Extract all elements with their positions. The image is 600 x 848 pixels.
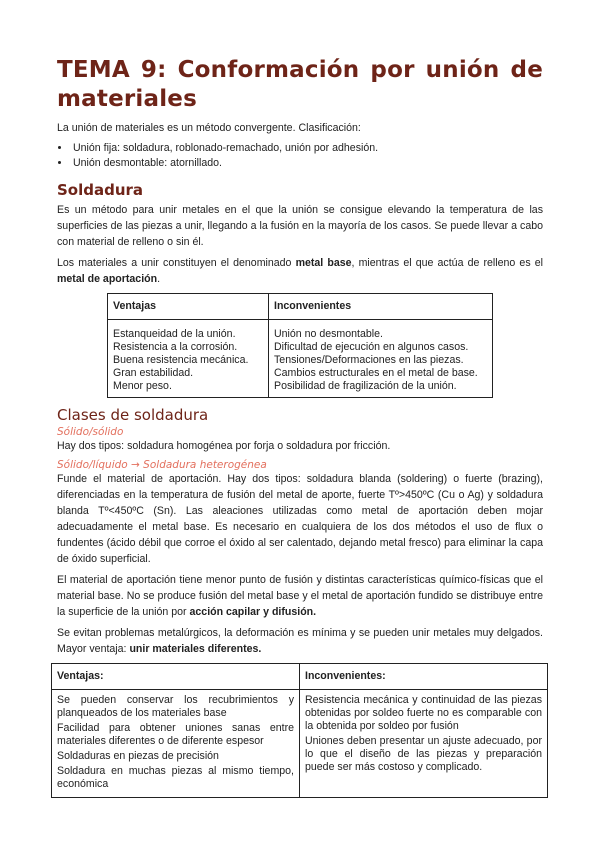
paragraph: Es un método para unir metales en el que la unión se consigue elevando la temperatura de las superficies de las piezas a unir, llegando a la fusión en la mayoría de los casos. Se puede llevar a cabo con material de relleno o sin él. bbox=[57, 204, 543, 248]
table-line: Dificultad de ejecución en algunos casos. bbox=[274, 341, 469, 353]
table-line: Estanqueidad de la unión. bbox=[113, 328, 236, 340]
list-item: • Unión desmontable: atornillado. bbox=[71, 156, 543, 171]
paragraph bbox=[57, 255, 543, 287]
text: El material de aportación tiene menor punto de fusión y distintas características químico-físicas que el material base. No se produce fusión del metal base y el metal de aportación fundido se distribuye entre la superficie de la unión por bbox=[57, 574, 543, 618]
table-cell-inconvenientes bbox=[269, 320, 493, 398]
table-line: Unión no desmontable. bbox=[274, 328, 383, 340]
table-header: Inconvenientes: bbox=[300, 664, 548, 690]
table-line: Uniones deben presentar un ajuste adecuado, por lo que el diseño de las piezas y preparación puede ser más costoso y complicado. bbox=[305, 735, 542, 773]
page-title: TEMA 9: Conformación por unión de materiales bbox=[57, 57, 543, 112]
classification-list bbox=[57, 141, 543, 171]
section-heading-soldadura: Soldadura bbox=[57, 181, 144, 199]
table-line: Resistencia a la corrosión. bbox=[113, 341, 238, 353]
intro-text: La unión de materiales es un método convergente. Clasificación: bbox=[57, 122, 361, 134]
paragraph bbox=[57, 572, 543, 620]
subheading-solido: Sólido/sólido bbox=[57, 426, 124, 438]
table-line: Facilidad para obtener uniones sanas entre materiales diferentes o de diferente espesor bbox=[57, 722, 294, 747]
paragraph: Funde el material de aportación. Hay dos tipos: soldadura blanda (soldering) o fuerte (brazing), diferenciadas en la temperatura de fusión del metal de aporte, fuerte Tº>450ºC (Cu o Ag) y soldadura blanda Tº<450ºC (Sn). Las aleaciones utilizadas como metal de aportación deben mojar adecuadamente el metal base. Es necesario en cualquiera de los dos métodos el uso de flux o fundentes (ácido débil que corroe el óxido al ser calentado, dejando metal fresco) para eliminar la capa de óxido superficial. bbox=[57, 473, 543, 565]
table-cell-ventajas bbox=[108, 320, 269, 398]
table-line: Buena resistencia mecánica. bbox=[113, 354, 249, 366]
table-header: Ventajas: bbox=[52, 664, 300, 690]
table-cell-ventajas bbox=[52, 690, 300, 798]
table-line: Soldaduras en piezas de precisión bbox=[57, 750, 219, 762]
table-line: Gran estabilidad. bbox=[113, 367, 194, 379]
paragraph bbox=[57, 625, 543, 657]
section-heading-clases: Clases de soldadura bbox=[57, 406, 209, 424]
table-line: Posibilidad de fragilización de la unión. bbox=[274, 380, 457, 392]
soldadura-heterogenea-table bbox=[51, 663, 548, 798]
soldadura-table bbox=[107, 293, 493, 398]
table-line: Cambios estructurales en el metal de base. bbox=[274, 367, 478, 379]
bold-term: metal base bbox=[295, 257, 352, 269]
paragraph: Hay dos tipos: soldadura homogénea por forja o soldadura por fricción. bbox=[57, 440, 391, 452]
list-item: • Unión fija: soldadura, roblonado-remachado, unión por adhesión. bbox=[71, 141, 543, 156]
bold-term: unir materiales diferentes. bbox=[129, 643, 262, 655]
text: Se evitan problemas metalúrgicos, la deformación es mínima y se pueden unir metales muy delgados. Mayor ventaja: bbox=[57, 627, 543, 655]
text: Los materiales a unir constituyen el denominado bbox=[57, 257, 296, 269]
table-line: Resistencia mecánica y continuidad de las piezas obtenidas por soldeo fuerte no es comparable con la obtenida por soldeo por fusión bbox=[305, 694, 542, 732]
text: , mientras el que actúa de relleno es el bbox=[351, 257, 543, 269]
table-line: Soldadura en muchas piezas al mismo tiempo, económica bbox=[57, 765, 294, 790]
table-header: Ventajas bbox=[108, 294, 269, 320]
table-header: Inconvenientes bbox=[269, 294, 493, 320]
table-line: Se pueden conservar los recubrimientos y planqueados de los materiales base bbox=[57, 694, 294, 719]
subheading-liquido: Sólido/líquido → Soldadura heterogénea bbox=[57, 459, 267, 471]
table-line: Menor peso. bbox=[113, 380, 172, 392]
table-cell-inconvenientes bbox=[300, 690, 548, 798]
bold-term: acción capilar y difusión. bbox=[189, 606, 317, 618]
bold-term: metal de aportación bbox=[57, 273, 158, 285]
document-page bbox=[57, 56, 543, 798]
table-line: Tensiones/Deformaciones en las piezas. bbox=[274, 354, 464, 366]
text: . bbox=[157, 273, 161, 285]
